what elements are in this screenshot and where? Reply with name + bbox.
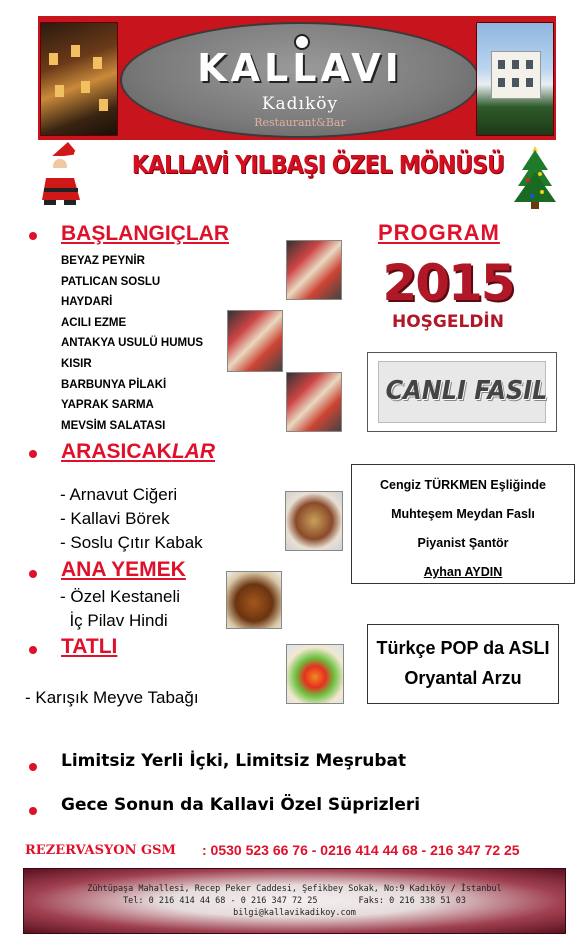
show-line: Türkçe POP da ASLI: [376, 638, 550, 658]
new-year-graphic: [380, 254, 516, 336]
christmas-tree-icon: [512, 144, 558, 210]
list-item: YAPRAK SARMA: [61, 399, 154, 412]
year-number: 2015: [382, 254, 514, 312]
dessert-heading: TATLI: [61, 635, 118, 658]
meze-photo-1: [286, 240, 342, 300]
mansion-photo: [476, 22, 554, 136]
live-music-box: [367, 352, 557, 432]
header-banner: [38, 16, 556, 140]
extra-drinks: Limitsiz Yerli İçki, Limitsiz Meşrubat: [61, 751, 407, 771]
show-box: [367, 624, 559, 704]
logo-location: Kadıköy: [261, 94, 339, 114]
bullet-icon: [29, 646, 37, 654]
band-line: Piyanist Şantör: [417, 536, 509, 550]
list-item: - Soslu Çıtır Kabak: [60, 533, 203, 552]
list-item: MEVSİM SALATASI: [61, 419, 166, 432]
list-item: ACILI EZME: [61, 316, 127, 329]
band-line: Muhteşem Meydan Faslı: [391, 507, 535, 521]
list-item: - Arnavut Ciğeri: [60, 485, 178, 504]
turkey-photo: [226, 571, 282, 629]
show-line: Oryantal Arzu: [404, 668, 522, 688]
starters-heading: BAŞLANGIÇLAR: [61, 222, 229, 245]
list-item: - Özel Kestaneli: [60, 587, 180, 606]
bullet-icon: [29, 450, 37, 458]
list-item: PATLICAN SOSLU: [61, 275, 161, 288]
footer-address: Zühtüpaşa Mahallesi, Recep Peker Caddesi, Şefikbey Sokak, No:9 Kadıköy / İstanbul: [87, 884, 502, 894]
band-line: Ayhan AYDIN: [423, 565, 503, 579]
main-course-list: [60, 585, 180, 633]
list-item: BEYAZ PEYNİR: [61, 255, 145, 267]
list-item: HAYDARİ: [61, 296, 113, 309]
band-line: Cengiz TÜRKMEN Eşliğinde: [380, 478, 546, 492]
logo-tagline: Restaurant&Bar: [254, 116, 346, 129]
reservation-phones: : 0530 523 66 76 - 0216 414 44 68 - 216 347 72 25: [202, 842, 520, 858]
list-item: BARBUNYA PİLAKİ: [61, 378, 167, 391]
list-item: ANTAKYA USULÜ HUMUS: [61, 337, 204, 350]
bullet-icon: [29, 763, 37, 771]
hot-starters-heading: ARASICAKLAR: [61, 440, 216, 463]
logo-name: KALLAVI: [197, 46, 403, 90]
hot-dish-photo: [285, 491, 343, 551]
hot-starters-list: [60, 483, 203, 555]
program-heading: PROGRAM: [378, 220, 500, 245]
footer-contact: [23, 868, 566, 934]
meze-photo-2: [227, 310, 283, 372]
santa-icon: [38, 140, 88, 206]
page-title: KALLAVİ YILBAŞI ÖZEL MÖNÜSÜ: [131, 150, 505, 179]
band-box: [351, 464, 575, 584]
bullet-icon: [29, 570, 37, 578]
list-item: İç Pilav Hindi: [60, 611, 168, 630]
footer-email: bilgi@kallavikadikoy.com: [233, 908, 356, 918]
footer-phones: Tel: 0 216 414 44 68 - 0 216 347 72 25 Faks: 0 216 338 51 03: [123, 896, 466, 906]
fruit-plate-photo: [286, 644, 344, 704]
bullet-icon: [29, 807, 37, 815]
list-item: - Karışık Meyve Tabağı: [25, 688, 199, 707]
starters-list: [61, 251, 203, 436]
year-welcome: HOŞGELDİN: [392, 312, 504, 332]
bullet-icon: [29, 232, 37, 240]
extra-surprise: Gece Sonun da Kallavi Özel Süprizleri: [61, 795, 421, 815]
meze-photo-3: [286, 372, 342, 432]
main-course-heading: ANA YEMEK: [61, 558, 186, 581]
list-item: - Kallavi Börek: [60, 509, 170, 528]
list-item: KISIR: [61, 357, 92, 370]
logo: [120, 22, 480, 138]
reservation-label: REZERVASYON GSM: [25, 843, 176, 858]
restaurant-exterior-photo: [40, 22, 118, 136]
live-music-title: CANLI FASIL: [385, 376, 548, 406]
